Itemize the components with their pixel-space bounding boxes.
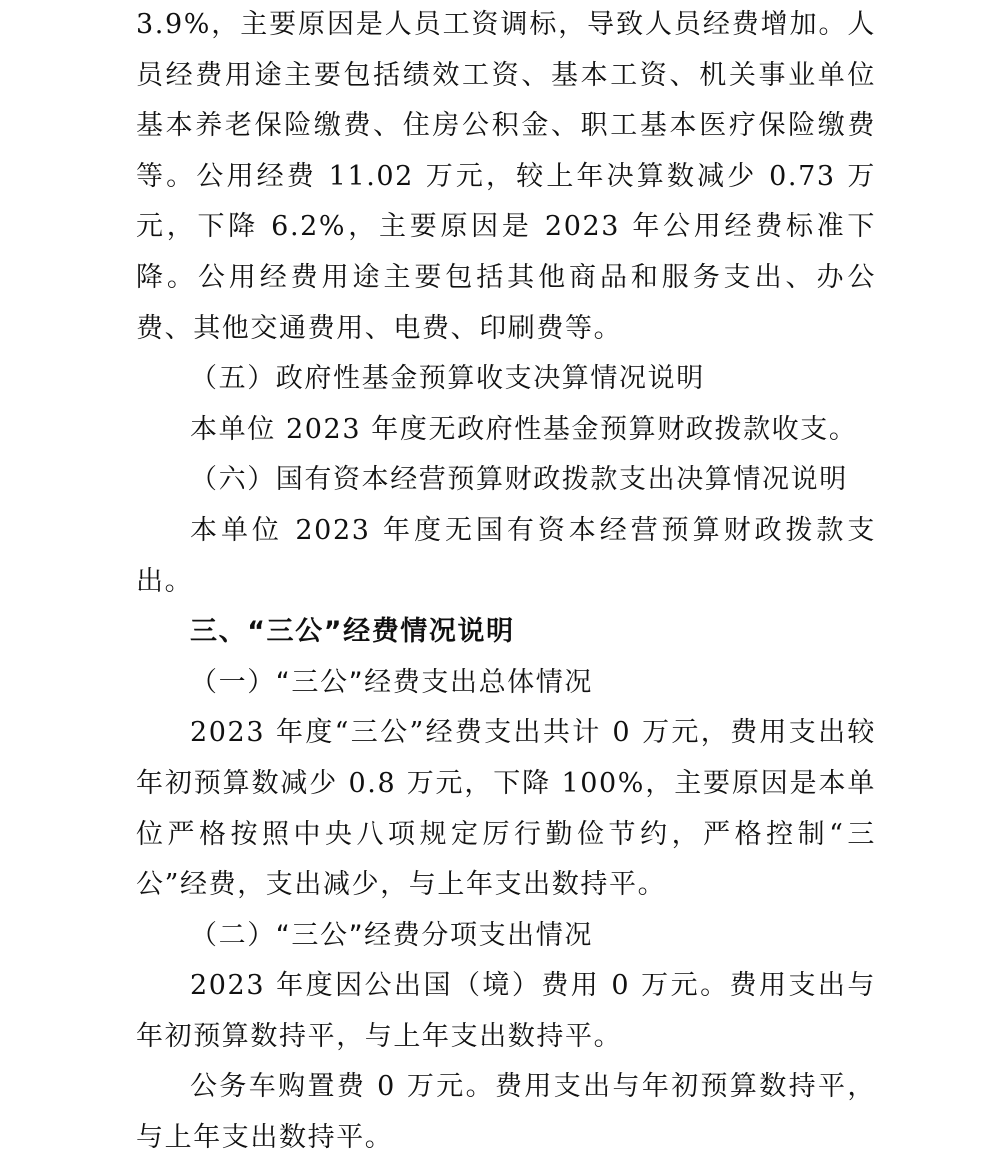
document-page <box>136 0 876 1164</box>
paragraph-vehicle-purchase: 公务车购置费 0 万元。费用支出与年初预算数持平，与上年支出数持平。 <box>136 1071 876 1154</box>
paragraph-three-public-overall: 2023 年度“三公”经费支出共计 0 万元，费用支出较年初预算数减少 0.8 万元，下降 100%，主要原因是本单位严格按照中央八项规定厉行勤俭节约，严格控制“三公”经费，支出减少，与上年支出数持平。 <box>136 717 876 901</box>
paragraph-state-capital-budget: 本单位 2023 年度无国有资本经营预算财政拨款支出。 <box>136 514 876 597</box>
paragraph-personnel-public-expenses: 3.9%，主要原因是人员工资调标，导致人员经费增加。人员经费用途主要包括绩效工资、基本工资、机关事业单位基本养老保险缴费、住房公积金、职工基本医疗保险缴费等。公用经费 11.02 万元，较上年决算数减少 0.73 万元，下降 6.2%，主要原因是 2023 年公用经费标准下降。公用经费用途主要包括其他商品和服务支出、办公费、其他交通费用、电费、印刷费等。 <box>136 9 876 344</box>
heading-government-fund-budget: （五）政府性基金预算收支决算情况说明 <box>190 363 705 395</box>
heading-state-capital-budget: （六）国有资本经营预算财政拨款支出决算情况说明 <box>190 464 848 496</box>
heading-three-public-overall: （一）“三公”经费支出总体情况 <box>190 666 593 698</box>
paragraph-overseas-travel: 2023 年度因公出国（境）费用 0 万元。费用支出与年初预算数持平，与上年支出数持平。 <box>136 970 876 1052</box>
paragraph-government-fund-budget: 本单位 2023 年度无政府性基金预算财政拨款收支。 <box>190 413 858 445</box>
heading-three-public-expenses: 三、“三公”经费情况说明 <box>190 616 515 648</box>
heading-three-public-itemized: （二）“三公”经费分项支出情况 <box>190 919 593 951</box>
